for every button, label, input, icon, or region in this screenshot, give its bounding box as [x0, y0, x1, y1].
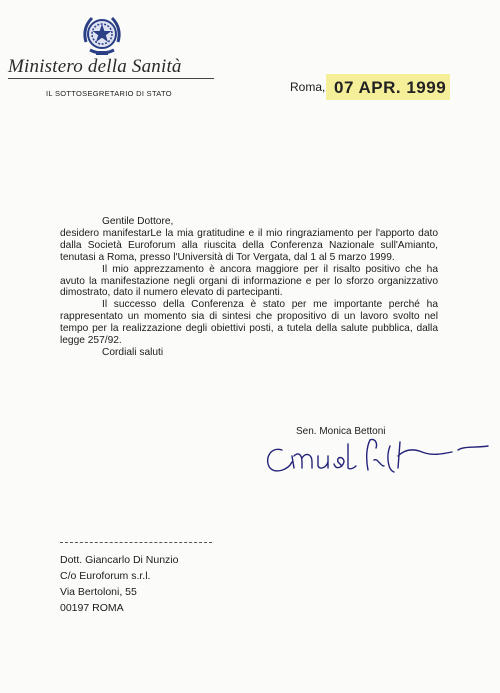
office-title: IL SOTTOSEGRETARIO DI STATO [46, 89, 172, 98]
letter-closing: Cordiali saluti [102, 346, 164, 358]
letter-greeting: Gentile Dottore, [102, 216, 174, 227]
letter-body [60, 216, 438, 359]
address-divider [60, 542, 212, 543]
letter-paragraph-3: Il successo della Conferenza è stato per me importante perché ha rappresentato un momento sia di sintesi che propositivo di un lavoro svolto nel tempo per la realizzazione degli obiettivi posti, a tutela della salute pubblica, dalla legge 257/92. [60, 299, 438, 347]
recipient-name: Dott. Giancarlo Di Nunzio [60, 554, 179, 566]
date-stamp: 07 APR. 1999 [334, 78, 447, 97]
letter-paragraph-2: Il mio apprezzamento è ancora maggiore per il risalto positivo che ha avuto la manifestazione negli organi di informazione e per lo sforzo organizzativo dimostrato, dato il numero elevato di partecipanti. [60, 263, 438, 299]
dateline-city: Roma, [290, 80, 326, 94]
signer-name: Sen. Monica Bettoni [296, 426, 386, 437]
recipient-street: Via Bertoloni, 55 [60, 586, 137, 598]
italian-republic-emblem-icon [80, 12, 124, 58]
ministry-name: Ministero della Sanità [8, 56, 182, 77]
recipient-address [60, 552, 178, 616]
handwritten-signature [262, 426, 492, 480]
recipient-company: C/o Euroforum s.r.l. [60, 570, 151, 582]
recipient-city: 00197 ROMA [60, 602, 124, 614]
letter-paragraph-1: desidero manifestarLe la mia gratitudine e il mio ringraziamento per l'apporto dato dalla Società Euroforum alla riuscita della Conferenza Nazionale sull'Amianto, tenutasi a Roma, presso l'Università di Tor Vergata, dal 1 al 5 marzo 1999. [60, 227, 438, 263]
letterhead-rule [8, 78, 214, 79]
